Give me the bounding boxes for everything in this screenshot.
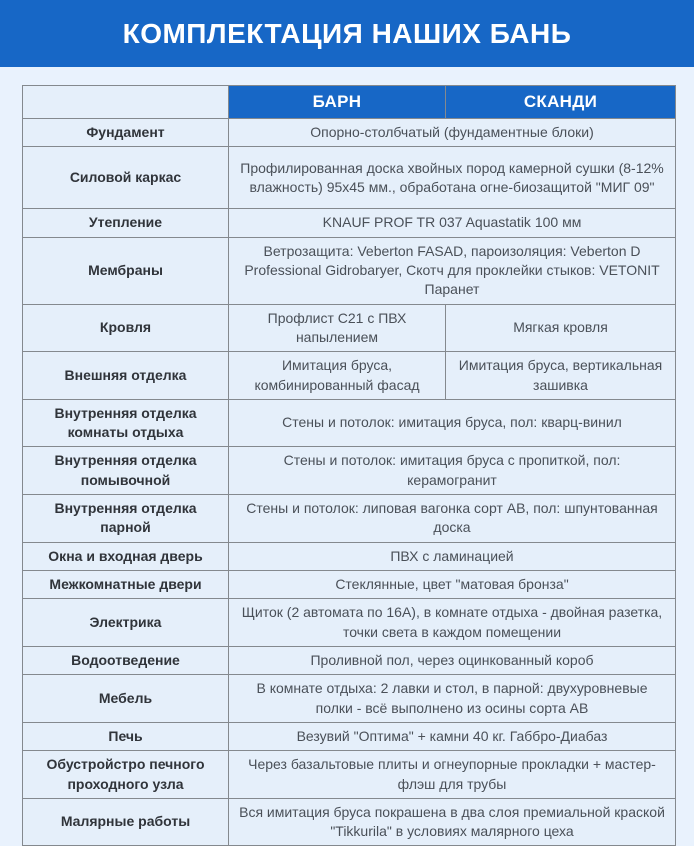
table-row — [23, 209, 676, 237]
table-row — [23, 722, 676, 750]
table-row — [23, 119, 676, 147]
column-header-skandi: СКАНДИ — [446, 86, 676, 119]
page-title: КОМПЛЕКТАЦИЯ НАШИХ БАНЬ — [122, 17, 572, 49]
row-label: Окна и входная дверь — [23, 542, 229, 570]
page-header — [0, 0, 694, 67]
row-value: Профилированная доска хвойных пород камерной сушки (8-12% влажность) 95х45 мм., обработана огне-биозащитой "МИГ 09" — [229, 147, 676, 209]
row-value-skandi: Имитация бруса, вертикальная зашивка — [446, 352, 676, 400]
row-label: Печь — [23, 722, 229, 750]
table-row — [23, 447, 676, 495]
row-label: Мебель — [23, 675, 229, 723]
table-row — [23, 675, 676, 723]
table-row — [23, 542, 676, 570]
row-label: Внутренняя отделка помывочной — [23, 447, 229, 495]
table-row — [23, 399, 676, 447]
row-label: Внешняя отделка — [23, 352, 229, 400]
table-header-row — [23, 86, 676, 119]
row-value-barn: Имитация бруса, комбинированный фасад — [229, 352, 446, 400]
table-row — [23, 571, 676, 599]
table-row — [23, 352, 676, 400]
row-value: ПВХ с ламинацией — [229, 542, 676, 570]
table-row — [23, 147, 676, 209]
row-label: Утепление — [23, 209, 229, 237]
row-label: Мембраны — [23, 237, 229, 304]
table-row — [23, 304, 676, 352]
column-header-barn: БАРН — [229, 86, 446, 119]
row-value: Стены и потолок: липовая вагонка сорт АВ, пол: шпунтованная доска — [229, 495, 676, 543]
row-value: Проливной пол, через оцинкованный короб — [229, 646, 676, 674]
comparison-table — [22, 85, 676, 846]
table-row — [23, 495, 676, 543]
row-value: Стены и потолок: имитация бруса с пропиткой, пол: керамогранит — [229, 447, 676, 495]
row-value: Щиток (2 автомата по 16А), в комнате отдыха - двойная разетка, точки света в каждом помещении — [229, 599, 676, 647]
row-value: KNAUF PROF TR 037 Aquastatik 100 мм — [229, 209, 676, 237]
row-value: Опорно-столбчатый (фундаментные блоки) — [229, 119, 676, 147]
table-row — [23, 646, 676, 674]
row-label: Внутренняя отделка комнаты отдыха — [23, 399, 229, 447]
row-label: Межкомнатные двери — [23, 571, 229, 599]
table-row — [23, 751, 676, 799]
row-label: Внутренняя отделка парной — [23, 495, 229, 543]
row-label: Фундамент — [23, 119, 229, 147]
comparison-table-container — [22, 85, 675, 846]
row-label: Кровля — [23, 304, 229, 352]
row-label: Силовой каркас — [23, 147, 229, 209]
row-value-barn: Профлист С21 с ПВХ напылением — [229, 304, 446, 352]
table-row — [23, 798, 676, 846]
row-value: В комнате отдыха: 2 лавки и стол, в парной: двухуровневые полки - всё выполнено из осины сорта АВ — [229, 675, 676, 723]
row-value: Ветрозащита: Veberton FASAD, пароизоляция: Veberton D Professional Gidrobaryer, Скотч для проклейки стыков: VETONIT Паранет — [229, 237, 676, 304]
row-value: Везувий "Оптима" + камни 40 кг. Габбро-Диабаз — [229, 722, 676, 750]
row-label: Водоотведение — [23, 646, 229, 674]
table-row — [23, 237, 676, 304]
row-value-skandi: Мягкая кровля — [446, 304, 676, 352]
row-label: Обустройстро печного проходного узла — [23, 751, 229, 799]
row-value: Стеклянные, цвет "матовая бронза" — [229, 571, 676, 599]
header-corner-cell — [23, 86, 229, 119]
row-label: Малярные работы — [23, 798, 229, 846]
table-row — [23, 599, 676, 647]
row-value: Вся имитация бруса покрашена в два слоя премиальной краской "Tikkurila" в условиях малярного цеха — [229, 798, 676, 846]
row-value: Стены и потолок: имитация бруса, пол: кварц-винил — [229, 399, 676, 447]
row-label: Электрика — [23, 599, 229, 647]
row-value: Через базальтовые плиты и огнеупорные прокладки + мастер-флэш для трубы — [229, 751, 676, 799]
